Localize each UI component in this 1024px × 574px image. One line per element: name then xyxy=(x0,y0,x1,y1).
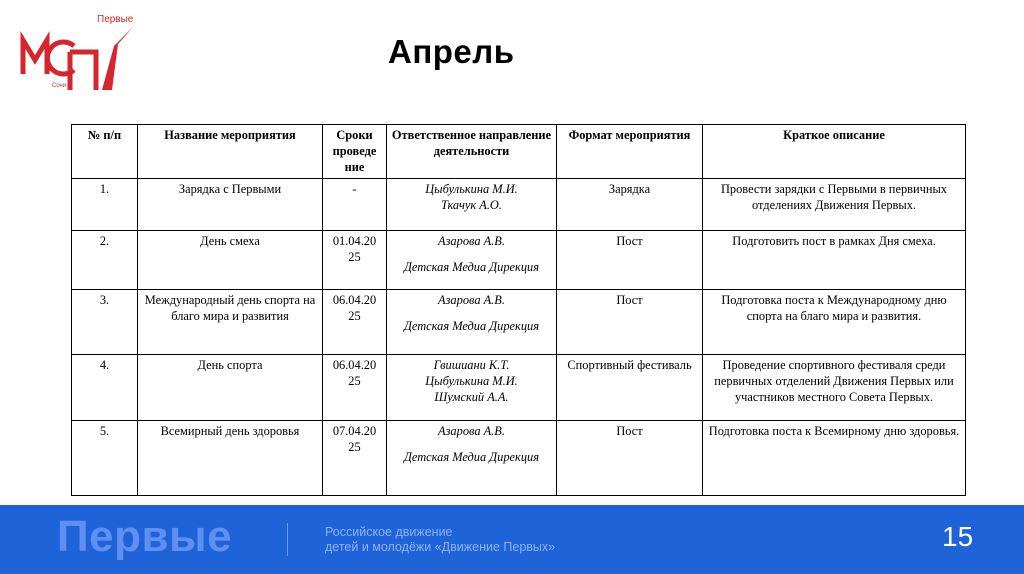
cell-date: 06.04.20 25 xyxy=(323,355,387,421)
cell-description: Подготовка поста к Всемирному дню здоровья. xyxy=(703,421,966,496)
line-gap xyxy=(391,308,552,318)
logo-bottom-text: Сочи xyxy=(52,83,67,89)
responsible-line: Ткачук А.О. xyxy=(441,198,502,212)
footer-divider xyxy=(287,523,288,556)
cell-description: Провести зарядки с Первыми в первичных отделениях Движения Первых. xyxy=(703,179,966,231)
cell-format: Спортивный фестиваль xyxy=(557,355,703,421)
header-num: № п/п xyxy=(72,125,138,179)
logo-top-text: Первые xyxy=(97,14,134,25)
cell-format: Пост xyxy=(557,231,703,290)
cell-format: Пост xyxy=(557,421,703,496)
cell-description: Подготовка поста к Международному дню спорта на благо мира и развития. xyxy=(703,290,966,355)
cell-date: - xyxy=(323,179,387,231)
cell-responsible xyxy=(387,231,557,290)
responsible-line: Детская Медиа Дирекция xyxy=(403,319,540,333)
footer-org-line: детей и молодёжи «Движение Первых» xyxy=(325,540,556,554)
cell-name: День спорта xyxy=(138,355,323,421)
cell-num: 3. xyxy=(72,290,138,355)
responsible-line: Азарова А.В. xyxy=(438,293,505,307)
cell-description: Подготовить пост в рамках Дня смеха. xyxy=(703,231,966,290)
cell-format: Зарядка xyxy=(557,179,703,231)
cell-name: День смеха xyxy=(138,231,323,290)
cell-responsible xyxy=(387,290,557,355)
cell-num: 4. xyxy=(72,355,138,421)
responsible-line: Шумский А.А. xyxy=(434,390,509,404)
footer-org-line: Российское движение xyxy=(325,525,453,539)
cell-date: 06.04.20 25 xyxy=(323,290,387,355)
cell-description: Проведение спортивного фестиваля среди первичных отделений Движения Первых или участников местного Совета Первых. xyxy=(703,355,966,421)
page-number: 15 xyxy=(942,521,974,552)
responsible-line: Цыбулькина М.И. xyxy=(425,182,518,196)
table-row xyxy=(72,421,966,496)
cell-num: 5. xyxy=(72,421,138,496)
cell-date: 01.04.20 25 xyxy=(323,231,387,290)
footer-org xyxy=(325,525,555,555)
table-row xyxy=(72,179,966,231)
responsible-line: Азарова А.В. xyxy=(438,234,505,248)
events-table xyxy=(71,124,966,496)
responsible-line: Детская Медиа Дирекция xyxy=(403,450,540,464)
line-gap xyxy=(391,249,552,259)
header-responsible: Ответственное направление деятельности xyxy=(387,125,557,179)
footer-brand: Первые xyxy=(57,512,233,561)
responsible-line: Детская Медиа Дирекция xyxy=(403,260,540,274)
footer-bar xyxy=(0,505,1024,574)
responsible-line: Цыбулькина М.И. xyxy=(425,374,518,388)
header-description: Краткое описание xyxy=(703,125,966,179)
cell-responsible xyxy=(387,179,557,231)
header-format: Формат мероприятия xyxy=(557,125,703,179)
header-name: Название мероприятия xyxy=(138,125,323,179)
cell-name: Международный день спорта на благо мира и развития xyxy=(138,290,323,355)
table-row xyxy=(72,290,966,355)
responsible-line: Гвишиани К.Т. xyxy=(433,358,510,372)
table-row xyxy=(72,355,966,421)
responsible-line: Азарова А.В. xyxy=(438,424,505,438)
cell-num: 1. xyxy=(72,179,138,231)
table-row xyxy=(72,231,966,290)
line-gap xyxy=(391,439,552,449)
cell-name: Зарядка с Первыми xyxy=(138,179,323,231)
header-date: Сроки проведе ние xyxy=(323,125,387,179)
cell-num: 2. xyxy=(72,231,138,290)
cell-responsible xyxy=(387,421,557,496)
table-header-row xyxy=(72,125,966,179)
cell-name: Всемирный день здоровья xyxy=(138,421,323,496)
cell-responsible xyxy=(387,355,557,421)
cell-format: Пост xyxy=(557,290,703,355)
cell-date: 07.04.20 25 xyxy=(323,421,387,496)
page-title: Апрель xyxy=(388,33,515,70)
